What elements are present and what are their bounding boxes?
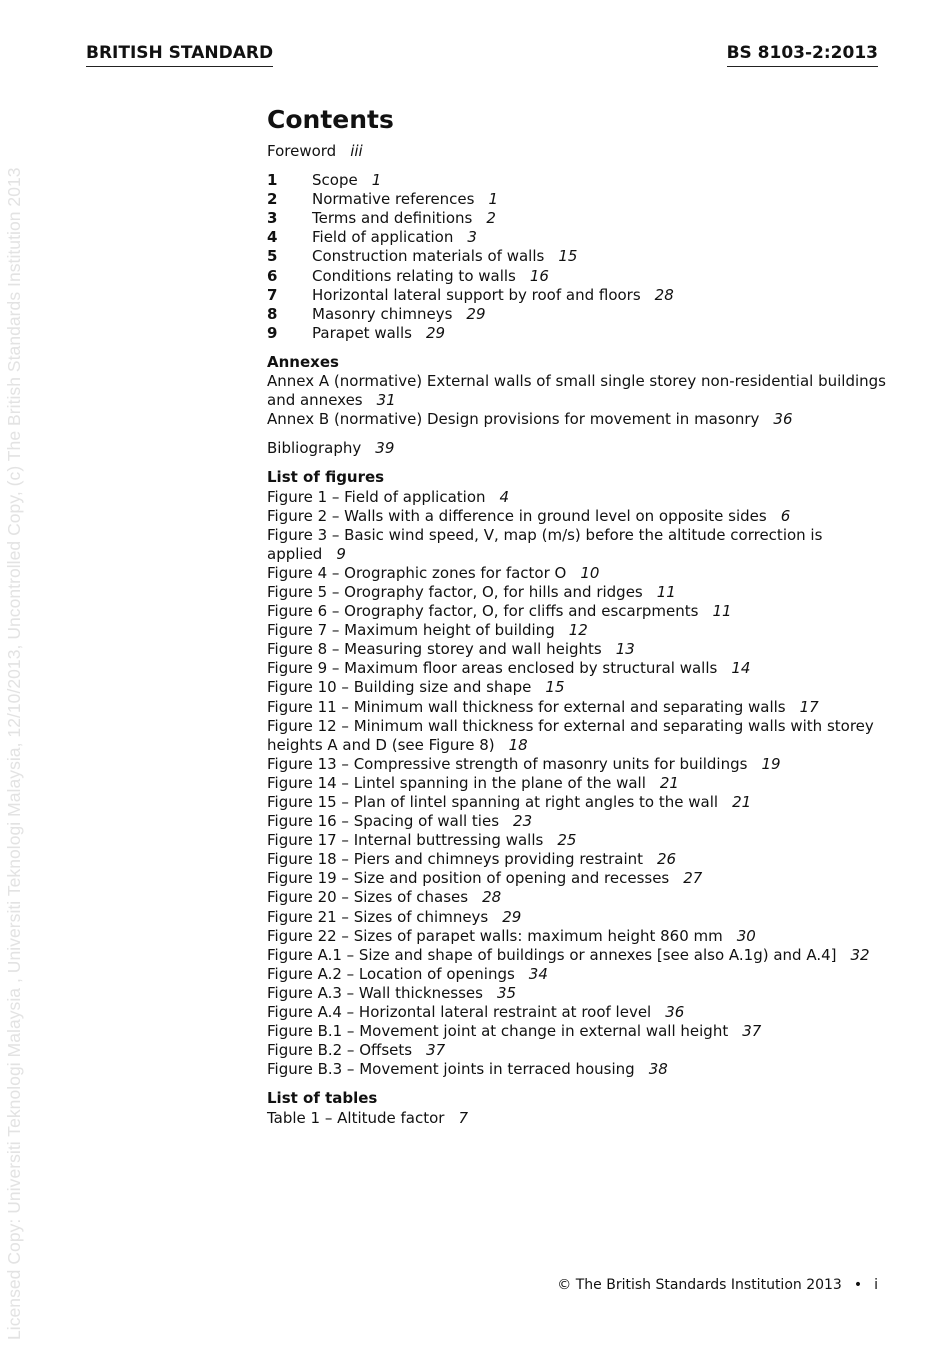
figure-entry[interactable] — [267, 583, 887, 602]
clause-label: Scope — [312, 171, 358, 190]
figure-label: Figure 2 – Walls with a difference in ground level on opposite sides — [267, 506, 767, 525]
figure-entry[interactable] — [267, 812, 887, 831]
figure-label: Figure 22 – Sizes of parapet walls: maximum height 860 mm — [267, 926, 723, 945]
clause-page: 1 — [371, 171, 382, 190]
bibliography-label: Bibliography — [267, 439, 362, 458]
figure-page: 26 — [657, 850, 677, 869]
annexes-section — [267, 353, 887, 429]
figure-label: Figure 5 – Orography factor, O, for hills and ridges — [267, 582, 643, 601]
figure-page: 35 — [496, 983, 517, 1002]
figure-label: Figure B.1 – Movement joint at change in external wall height — [267, 1022, 729, 1041]
clause-page: 3 — [467, 228, 477, 247]
figure-entry[interactable] — [267, 640, 887, 659]
figure-entry[interactable] — [267, 965, 887, 984]
clause-text — [312, 209, 496, 228]
figure-page: 9 — [336, 544, 346, 563]
figure-page: 11 — [712, 602, 732, 621]
clause-label: Terms and definitions — [312, 209, 473, 228]
clause-page: 29 — [466, 304, 486, 323]
clause-number: 2 — [267, 190, 278, 209]
figure-page: 11 — [656, 582, 676, 601]
clause-entry[interactable] — [267, 190, 887, 209]
annex-page: 36 — [773, 410, 793, 429]
clause-page: 15 — [558, 247, 578, 266]
figure-entry[interactable] — [267, 850, 887, 869]
contents-section — [267, 104, 887, 1128]
figure-entry[interactable] — [267, 1022, 887, 1041]
footer-bullet: • — [853, 1277, 863, 1293]
figure-label: Figure 16 – Spacing of wall ties — [267, 812, 500, 831]
figure-entry[interactable] — [267, 1041, 887, 1060]
figure-page: 30 — [736, 926, 756, 945]
figure-entry[interactable] — [267, 659, 887, 678]
clause-page: 16 — [529, 266, 549, 285]
figure-entry[interactable] — [267, 526, 887, 564]
table-label: Table 1 – Altitude factor — [267, 1108, 445, 1127]
clause-label: Normative references — [312, 190, 475, 209]
clause-text — [312, 324, 445, 343]
figures-section — [267, 468, 887, 1079]
figure-entry[interactable] — [267, 831, 887, 850]
figure-page: 4 — [499, 487, 510, 506]
figure-page: 12 — [568, 621, 588, 640]
figure-page: 13 — [615, 640, 635, 659]
figure-label: Figure 7 – Maximum height of building — [267, 621, 555, 640]
annex-list — [267, 372, 887, 429]
clause-page: 1 — [488, 190, 499, 209]
figure-page: 21 — [732, 793, 752, 811]
annex-entry[interactable] — [267, 410, 887, 429]
clause-entry[interactable] — [267, 286, 887, 305]
clause-number: 6 — [267, 266, 278, 285]
figure-entry[interactable] — [267, 488, 887, 507]
figure-list — [267, 488, 887, 1080]
figure-page: 37 — [742, 1022, 762, 1041]
annex-page: 31 — [376, 391, 396, 410]
figure-entry[interactable] — [267, 793, 887, 812]
figure-page: 17 — [799, 697, 819, 716]
clause-number: 9 — [267, 323, 278, 342]
foreword-entry[interactable] — [267, 142, 887, 161]
clause-label: Masonry chimneys — [312, 304, 453, 323]
clause-text — [312, 171, 381, 190]
figure-entry[interactable] — [267, 602, 887, 621]
figure-page: 25 — [557, 831, 577, 850]
figure-label: Figure 12 – Minimum wall thickness for external and separating walls with storey heights A and D (see Figure 8) — [267, 716, 874, 754]
header-standard-label: BRITISH STANDARD — [86, 42, 273, 67]
figure-label: Figure 11 – Minimum wall thickness for external and separating walls — [267, 697, 786, 716]
clause-entry[interactable] — [267, 247, 887, 266]
figure-entry[interactable] — [267, 774, 887, 793]
figure-label: Figure A.1 – Size and shape of buildings or annexes [see also A.1g) and A.4] — [267, 945, 837, 964]
clause-label: Conditions relating to walls — [312, 266, 516, 285]
figure-entry[interactable] — [267, 908, 887, 927]
header-standard-number: BS 8103-2:2013 — [727, 42, 878, 67]
figure-entry[interactable] — [267, 621, 887, 640]
figure-entry[interactable] — [267, 888, 887, 907]
clause-number: 1 — [267, 171, 278, 190]
figure-label: Figure 13 – Compressive strength of masonry units for buildings — [267, 754, 748, 773]
clause-entry[interactable] — [267, 267, 887, 286]
figure-entry[interactable] — [267, 698, 887, 717]
figure-page: 34 — [528, 964, 548, 983]
figure-entry[interactable] — [267, 678, 887, 697]
clause-text — [312, 267, 549, 286]
bibliography-entry[interactable] — [267, 439, 887, 458]
footer-copyright: © The British Standards Institution 2013 — [557, 1277, 842, 1293]
figure-entry[interactable] — [267, 1060, 887, 1079]
clause-entry[interactable] — [267, 305, 887, 324]
clause-entry[interactable] — [267, 228, 887, 247]
figure-page: 19 — [761, 754, 781, 773]
figure-page: 15 — [545, 678, 565, 697]
figure-page: 6 — [780, 506, 791, 525]
bibliography-page: 39 — [375, 439, 395, 458]
clause-label: Parapet walls — [312, 323, 412, 342]
figure-label: Figure 19 – Size and position of opening and recesses — [267, 869, 670, 888]
figure-entry[interactable] — [267, 1003, 887, 1022]
annex-entry[interactable] — [267, 372, 887, 410]
figure-entry[interactable] — [267, 946, 887, 965]
clause-text — [312, 286, 674, 305]
figures-heading: List of figures — [267, 468, 385, 487]
clause-number: 8 — [267, 304, 278, 323]
clause-page: 28 — [654, 285, 674, 304]
table-entry[interactable] — [267, 1109, 887, 1128]
clause-list — [267, 171, 887, 343]
figure-label: Figure 10 – Building size and shape — [267, 678, 532, 697]
annex-label: Annex B (normative) Design provisions for movement in masonry — [267, 410, 760, 429]
figure-entry[interactable] — [267, 869, 887, 888]
figure-entry[interactable] — [267, 984, 887, 1003]
figure-label: Figure 15 – Plan of lintel spanning at right angles to the wall — [267, 793, 719, 811]
figure-label: Figure 6 – Orography factor, O, for cliffs and escarpments — [267, 602, 699, 621]
figure-label: Figure 21 – Sizes of chimneys — [267, 907, 489, 926]
figure-page: 29 — [502, 907, 522, 926]
figure-page: 32 — [850, 945, 870, 964]
figure-label: Figure 3 – Basic wind speed, V, map (m/s) before the altitude correction is applied — [267, 525, 823, 563]
clause-label: Field of application — [312, 228, 454, 247]
figure-entry[interactable] — [267, 927, 887, 946]
foreword-page: iii — [350, 142, 363, 160]
page-title: Contents — [267, 105, 394, 134]
clause-label: Construction materials of walls — [312, 247, 545, 266]
clause-text — [312, 305, 486, 324]
clause-text — [312, 247, 577, 266]
annex-label: Annex A (normative) External walls of small single storey non-residential buildings and annexes — [267, 372, 886, 410]
clause-entry[interactable] — [267, 171, 887, 190]
watermark: Licensed Copy: Universiti Teknologi Malaysia , Universiti Teknologi Malaysia, 12/10/2013, Uncontrolled Copy, (c) The British Standards Institution 2013 — [4, 167, 24, 1340]
figure-entry[interactable] — [267, 564, 887, 583]
clause-text — [312, 190, 498, 209]
clause-text — [312, 228, 477, 247]
footer-page-number: i — [874, 1277, 878, 1293]
figure-page: 36 — [665, 1003, 685, 1022]
clause-number: 4 — [267, 228, 278, 247]
foreword-label: Foreword — [267, 142, 337, 160]
figure-label: Figure A.4 – Horizontal lateral restraint at roof level — [267, 1003, 652, 1022]
clause-page: 29 — [425, 323, 446, 342]
figure-label: Figure 20 – Sizes of chases — [267, 888, 469, 907]
figure-label: Figure A.2 – Location of openings — [267, 964, 515, 983]
figure-page: 14 — [731, 659, 751, 678]
clause-entry[interactable] — [267, 324, 887, 343]
clause-number: 7 — [267, 285, 278, 304]
figure-label: Figure 17 – Internal buttressing walls — [267, 831, 544, 850]
figure-label: Figure 1 – Field of application — [267, 487, 486, 506]
clause-entry[interactable] — [267, 209, 887, 228]
annexes-heading: Annexes — [267, 352, 339, 371]
figure-label: Figure 14 – Lintel spanning in the plane of the wall — [267, 773, 646, 792]
page-footer — [557, 1276, 878, 1294]
figure-label: Figure 4 – Orographic zones for factor O — [267, 563, 567, 582]
figure-label: Figure B.2 – Offsets — [267, 1041, 413, 1060]
tables-section — [267, 1089, 887, 1127]
figure-entry[interactable] — [267, 507, 887, 526]
table-list — [267, 1109, 887, 1128]
figure-page: 28 — [482, 888, 502, 907]
figure-page: 10 — [580, 563, 600, 582]
figure-label: Figure A.3 – Wall thicknesses — [267, 983, 483, 1002]
figure-page: 27 — [683, 869, 703, 888]
clause-page: 2 — [486, 209, 496, 228]
table-page: 7 — [458, 1108, 469, 1127]
figure-label: Figure 9 – Maximum floor areas enclosed by structural walls — [267, 659, 718, 678]
clause-number: 5 — [267, 247, 278, 266]
figure-entry[interactable] — [267, 717, 887, 755]
clause-label: Horizontal lateral support by roof and floors — [312, 285, 641, 304]
figure-label: Figure 18 – Piers and chimneys providing restraint — [267, 850, 644, 869]
figure-page: 23 — [513, 812, 533, 831]
tables-heading: List of tables — [267, 1089, 378, 1108]
figure-page: 38 — [648, 1060, 668, 1079]
figure-label: Figure B.3 – Movement joints in terraced housing — [267, 1060, 635, 1079]
figure-label: Figure 8 – Measuring storey and wall heights — [267, 640, 602, 659]
figure-page: 37 — [426, 1041, 446, 1060]
figure-entry[interactable] — [267, 755, 887, 774]
figure-page: 18 — [508, 735, 528, 754]
figure-page: 21 — [659, 773, 679, 792]
clause-number: 3 — [267, 209, 278, 228]
